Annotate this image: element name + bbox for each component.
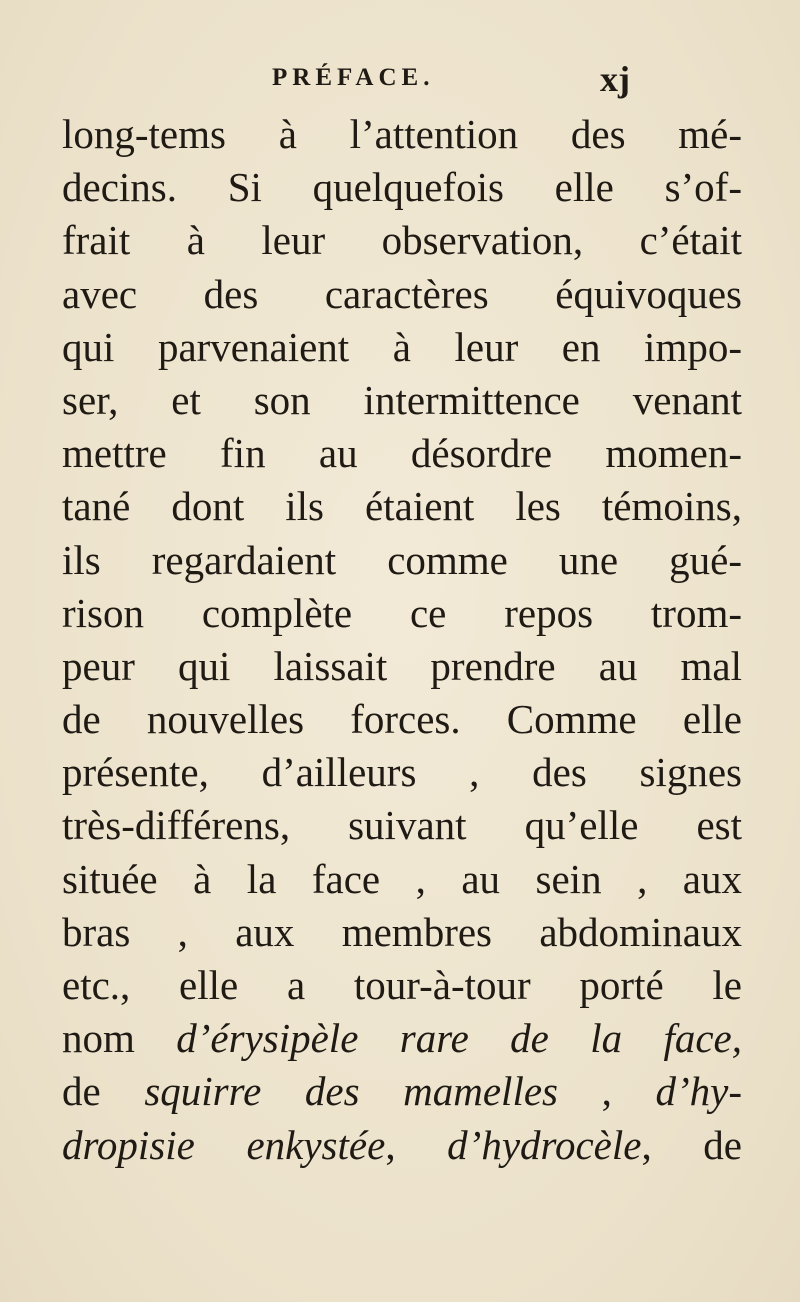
text-line-8: tané dont ils étaient les témoins, [62,483,742,530]
text-line-19 [62,1065,742,1118]
running-title: PRÉFACE. [272,64,435,91]
text-line-18-italic: d’érysipèle rare de la face, [176,1015,742,1062]
body-text [62,108,742,1172]
text-line-11: peur qui laissait prendre au mal [62,642,742,689]
text-line-20-italic-b: d’hydrocèle [447,1121,642,1168]
text-line-3: frait à leur observation, c’était [62,217,742,264]
text-line-1: long-tems à l’attention des mé- [62,111,742,157]
text-line-19-italic-a: squirre des mamelles [144,1068,558,1115]
text-line-20-roman: , de [641,1121,742,1168]
running-head [0,56,800,106]
text-line-14: très-différens, suivant qu’elle est [62,802,742,849]
text-line-18 [62,1012,742,1065]
text-line-15: située à la face , au sein , aux [62,855,742,902]
text-line-19-italic-b: d’hy- [655,1068,742,1115]
text-line-20-italic-a: dropisie enkystée [62,1121,386,1168]
text-line-13: présente, d’ailleurs , des signes [62,749,742,796]
text-line-19-roman: de [62,1068,145,1115]
text-line-17: etc., elle a tour-à-tour porté le [62,962,742,1008]
text-line-12: de nouvelles forces. Comme elle [62,696,742,743]
text-line-7: mettre fin au désordre momen- [62,430,742,477]
text-line-5: qui parvenaient à leur en impo- [62,323,742,370]
text-line-6: ser, et son intermittence venant [62,376,742,423]
text-line-2: decins. Si quelquefois elle s’of- [62,164,742,211]
text-line-20-separator: , [385,1121,448,1168]
text-line-4: avec des caractères équivoques [62,270,742,317]
page-number: xj [600,59,630,99]
text-line-10: rison complète ce repos trom- [62,589,742,636]
text-line-18-roman: nom [62,1015,177,1062]
text-line-19-separator: , [558,1068,656,1115]
text-line-16: bras , aux membres abdominaux [62,908,742,955]
text-line-20 [62,1119,742,1172]
text-line-9: ils regardaient comme une gué- [62,536,742,583]
